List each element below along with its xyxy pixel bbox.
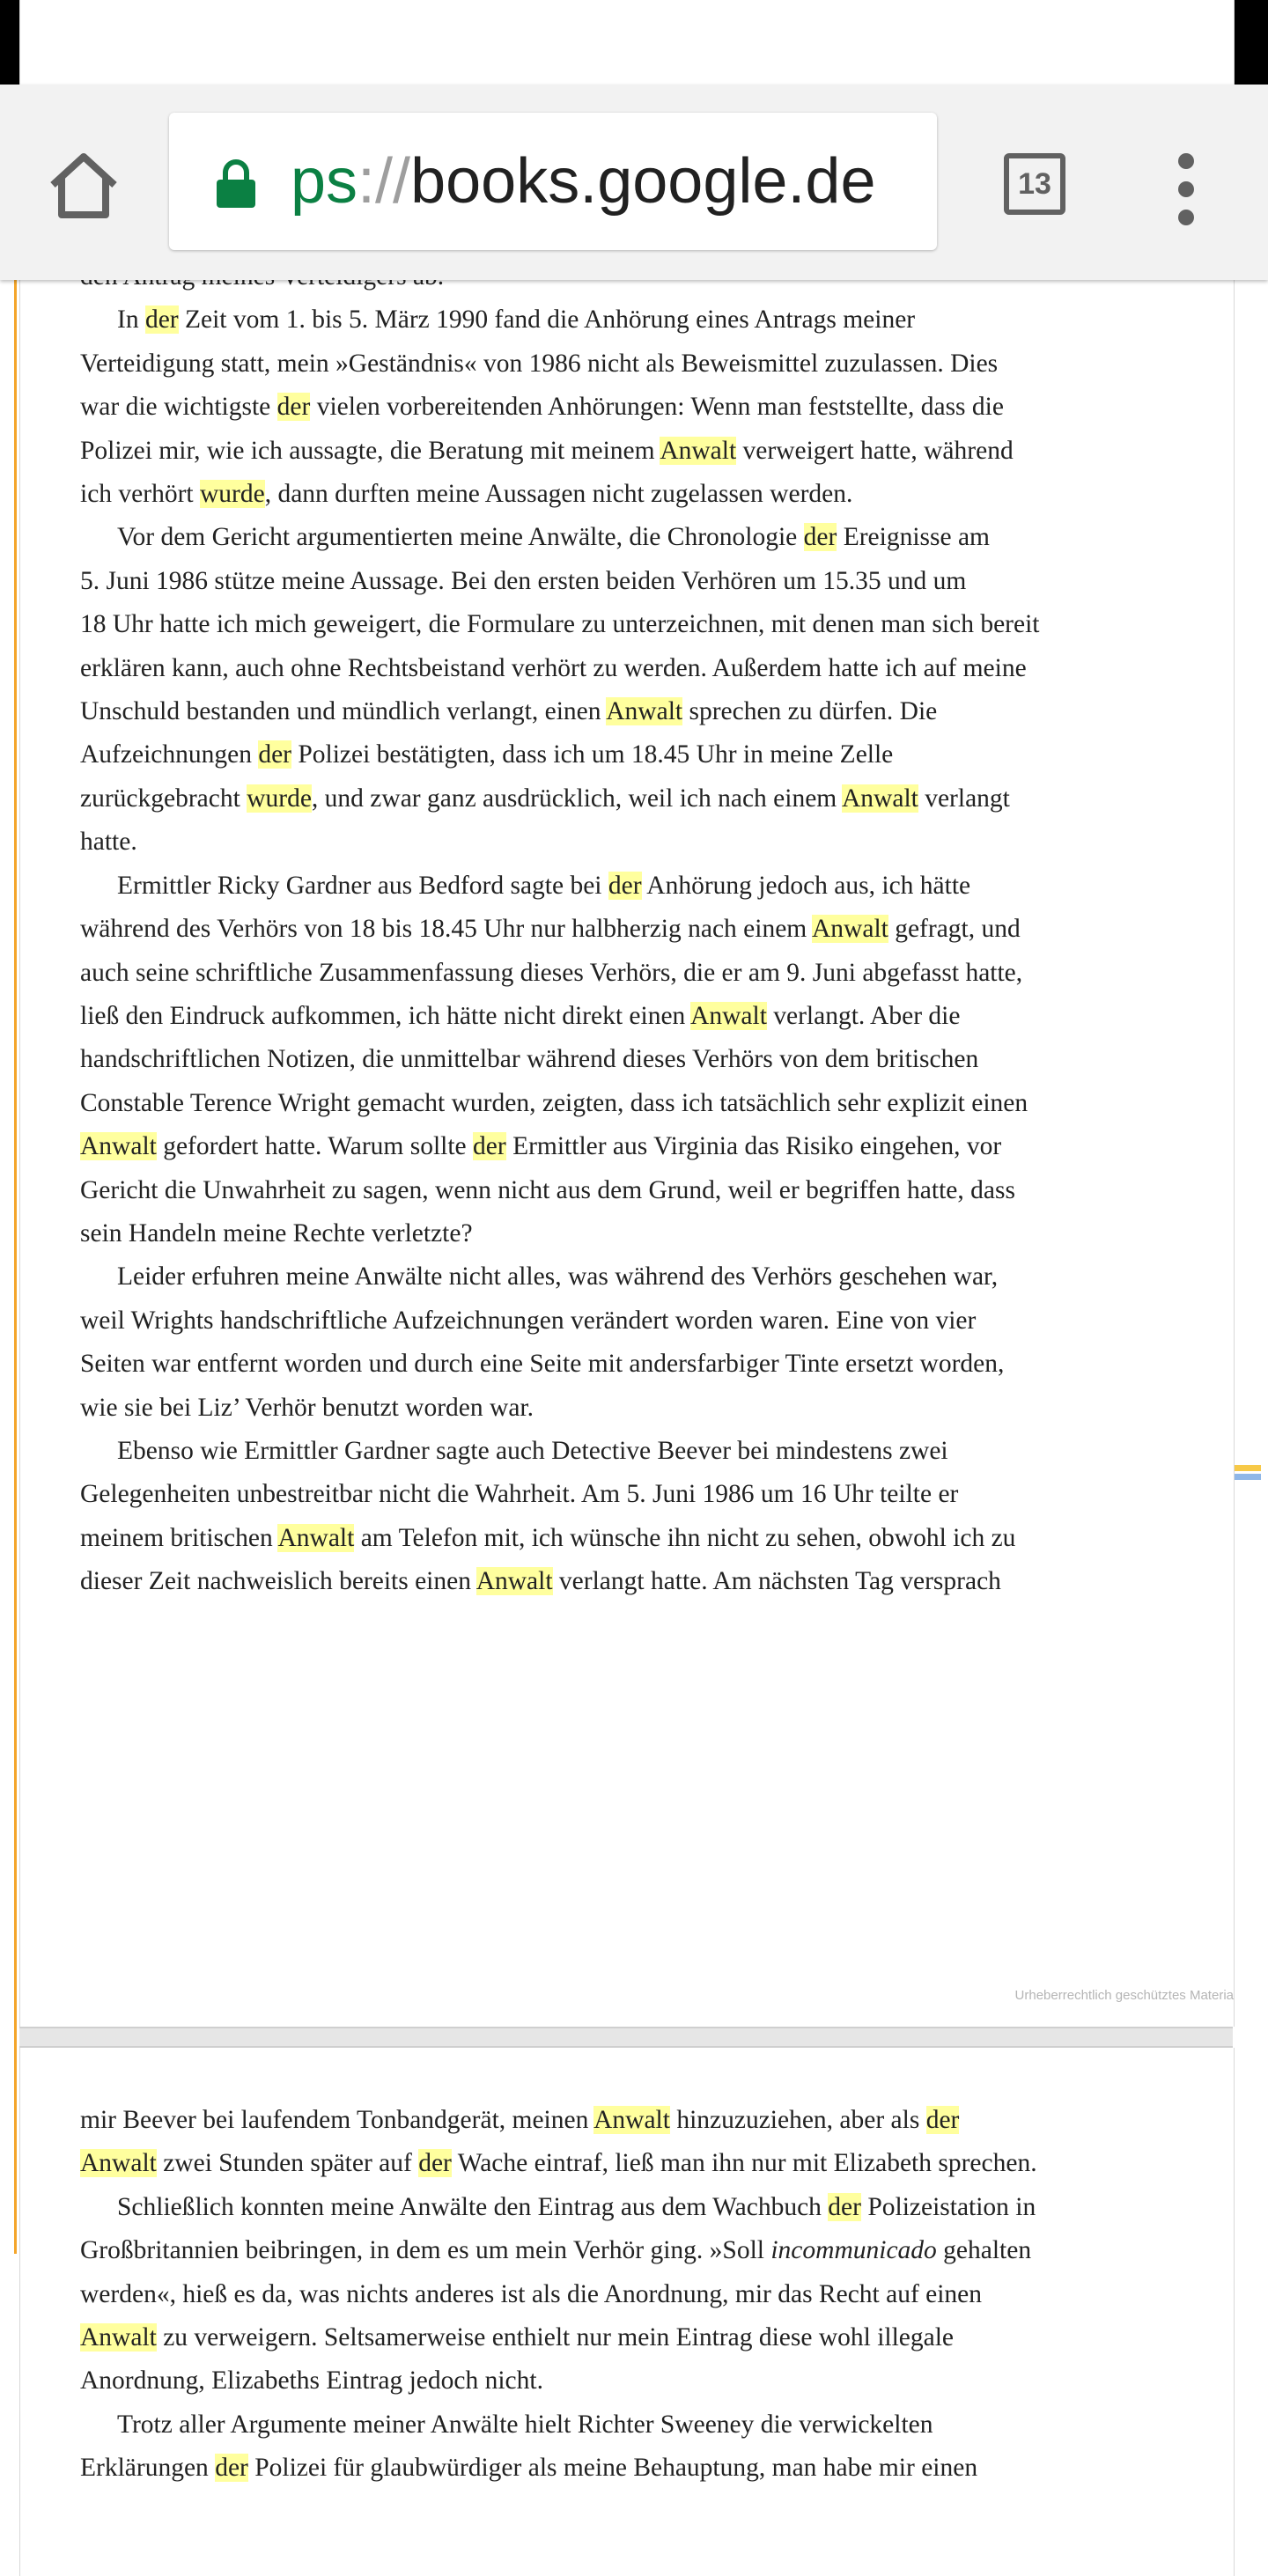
text-line <box>80 2186 1216 2229</box>
text-line <box>80 298 1216 342</box>
text-line <box>80 2142 1216 2185</box>
text-run: mir Beever bei laufendem Tonbandgerät, meinen <box>80 2106 594 2134</box>
text-run: zurückgebracht <box>80 784 247 813</box>
text-run: Unschuld bestanden und mündlich verlangt, einen <box>80 697 607 726</box>
text-line <box>80 430 1216 473</box>
search-highlight: Anwalt <box>660 436 737 465</box>
text-run: , und zwar ganz ausdrücklich, weil ich nach einem <box>311 784 842 813</box>
search-highlight: der <box>276 393 311 422</box>
text-run: Anhörung jedoch aus, ich hätte <box>641 871 971 900</box>
text-line <box>80 516 1216 559</box>
text-run: Großbritannien beibringen, in dem es um mein Verhör ging. »Soll <box>80 2236 771 2265</box>
text-line <box>80 473 1216 516</box>
text-run: Trotz aller Argumente meiner Anwälte hielt Richter Sweeney die verwickelten <box>117 2410 933 2439</box>
url-host: books.google.de <box>410 146 876 217</box>
text-line <box>80 733 1216 776</box>
text-run: gefordert hatte. Warum sollte <box>156 1132 474 1161</box>
lock-icon <box>215 157 257 210</box>
text-line <box>80 777 1216 821</box>
search-highlight: der <box>608 871 642 900</box>
text-run: handschriftlichen Notizen, die unmittelbar während dieses Verhörs von dem britischen <box>80 1045 979 1074</box>
search-highlight: Anwalt <box>476 1567 553 1596</box>
text-run: hinzuzuziehen, aber als <box>669 2106 926 2134</box>
text-run: verlangt hatte. Am nächsten Tag versprach <box>552 1567 1001 1596</box>
home-icon <box>44 146 123 225</box>
search-highlight: der <box>925 2106 960 2134</box>
text-run: weil Wrights handschriftliche Aufzeichnungen verändert worden waren. Eine von vier <box>80 1306 977 1335</box>
text-run: Ermittler Ricky Gardner aus Bedford sagte bei <box>117 871 608 900</box>
url-separator: :// <box>358 146 411 217</box>
search-highlight: Anwalt <box>842 784 918 813</box>
text-line <box>80 2229 1216 2272</box>
text-line <box>80 1212 1216 1255</box>
text-line <box>80 690 1216 733</box>
text-run: gehalten <box>936 2236 1032 2265</box>
text-run: verlangt. Aber die <box>766 1001 961 1030</box>
text-run: sprechen zu dürfen. Die <box>682 697 938 726</box>
search-hit-marker[interactable] <box>1235 1465 1261 1483</box>
text-line <box>80 1255 1216 1299</box>
text-run: Zeit vom 1. bis 5. März 1990 fand die Anhörung eines Antrags meiner <box>178 305 916 335</box>
text-run: war die wichtigste <box>80 393 277 422</box>
text-run: Polizei für glaubwürdiger als meine Behauptung, man habe mir einen <box>247 2454 978 2483</box>
text-run: hatte. <box>80 828 137 857</box>
search-highlight: wurde <box>247 784 312 813</box>
search-highlight: der <box>144 305 179 335</box>
text-run: sein Handeln meine Rechte verletzte? <box>80 1218 473 1248</box>
text-line <box>80 2403 1216 2447</box>
text-run: ließ den Eindruck aufkommen, ich hätte nicht direkt einen <box>80 1001 691 1030</box>
text-run: meinem britischen <box>80 1523 278 1552</box>
book-page <box>19 2048 1235 2576</box>
text-line <box>80 1473 1216 1516</box>
page-separator <box>19 2027 1233 2048</box>
text-run: Verteidigung statt, mein »Geständnis« von 1986 nicht als Beweismittel zuzulassen. Dies <box>80 349 999 378</box>
text-line <box>80 1082 1216 1125</box>
search-highlight: der <box>258 740 291 769</box>
text-line <box>80 1038 1216 1081</box>
text-run: Polizei bestätigten, dass ich um 18.45 Uhr in meine Zelle <box>291 740 894 769</box>
reading-position-rule <box>14 280 17 2254</box>
text-run: Ereignisse am <box>837 523 990 552</box>
search-highlight: der <box>473 1132 506 1161</box>
text-run: zwei Stunden später auf <box>156 2149 419 2178</box>
browser-toolbar <box>0 85 1268 280</box>
text-line <box>80 1517 1216 1560</box>
text-run: , dann durften meine Aussagen nicht zugelassen werden. <box>264 480 853 509</box>
search-highlight: Anwalt <box>80 2323 157 2352</box>
text-run: gefragt, und <box>888 915 1021 944</box>
text-line <box>80 1299 1216 1343</box>
search-highlight: Anwalt <box>593 2106 670 2134</box>
text-run: am Telefon mit, ich wünsche ihn nicht zu sehen, obwohl ich zu <box>354 1523 1016 1552</box>
search-highlight: der <box>803 523 837 552</box>
text-run: zu verweigern. Seltsamerweise enthielt nur mein Eintrag diese wohl illegale <box>156 2323 955 2352</box>
search-highlight: Anwalt <box>277 1523 355 1552</box>
text-run: 18 Uhr hatte ich mich geweigert, die Formulare zu unterzeichnen, mit denen man sich bereit <box>80 610 1040 639</box>
page-text <box>80 255 1216 1604</box>
text-run: Gelegenheiten unbestreitbar nicht die Wahrheit. Am 5. Juni 1986 um 16 Uhr teilte er <box>80 1480 959 1509</box>
text-run: In <box>117 305 145 335</box>
text-line <box>80 2099 1216 2142</box>
text-line <box>80 952 1216 995</box>
text-run: vielen vorbereitenden Anhörungen: Wenn man feststellte, dass die <box>310 393 1004 422</box>
text-run: Erklärungen <box>80 2454 216 2483</box>
text-run: Gericht die Unwahrheit zu sagen, wenn nicht aus dem Grund, weil er begriffen hatte, dass <box>80 1175 1015 1204</box>
text-run: incommunicado <box>770 2236 937 2265</box>
text-run: Aufzeichnungen <box>80 740 259 769</box>
book-reader[interactable] <box>0 280 1268 2483</box>
address-bar[interactable] <box>169 113 937 250</box>
page-text <box>80 2099 1216 2491</box>
text-run: Vor dem Gericht argumentierten meine Anwälte, die Chronologie <box>117 523 804 552</box>
text-line <box>80 995 1216 1038</box>
text-line <box>80 1343 1216 1386</box>
text-line <box>80 1560 1216 1603</box>
search-highlight: der <box>828 2192 861 2221</box>
text-line <box>80 2359 1216 2403</box>
search-highlight: Anwalt <box>606 697 683 726</box>
text-line <box>80 908 1216 951</box>
text-line <box>80 386 1216 429</box>
search-highlight: der <box>418 2149 452 2178</box>
search-highlight: Anwalt <box>80 1132 157 1161</box>
text-line <box>80 2447 1216 2490</box>
text-run: Anordnung, Elizabeths Eintrag jedoch nicht. <box>80 2366 543 2396</box>
text-run: Constable Terence Wright gemacht wurden, zeigten, dass ich tatsächlich sehr explizit einen <box>80 1088 1028 1117</box>
text-line <box>80 560 1216 603</box>
text-line <box>80 1169 1216 1212</box>
text-run: verlangt <box>918 784 1010 813</box>
text-run: werden«, hieß es da, was nichts anderes ist als die Anordnung, mir das Recht auf einen <box>80 2279 983 2308</box>
text-line <box>80 865 1216 908</box>
text-run: Polizeistation in <box>860 2192 1036 2221</box>
url-text <box>291 144 876 218</box>
text-line <box>80 1387 1216 1430</box>
text-line <box>80 2273 1216 2316</box>
text-run: erklären kann, auch ohne Rechtsbeistand verhört zu werden. Außerdem hatte ich auf meine <box>80 653 1027 682</box>
text-line <box>80 2316 1216 2359</box>
text-run: Schließlich konnten meine Anwälte den Eintrag aus dem Wachbuch <box>117 2192 829 2221</box>
text-run: Ermittler aus Virginia das Risiko eingehen, vor <box>505 1132 1002 1161</box>
url-scheme: ps <box>291 146 358 217</box>
text-run: wie sie bei Liz’ Verhör benutzt worden war. <box>80 1393 534 1422</box>
book-page <box>19 0 1235 2027</box>
text-line <box>80 342 1216 386</box>
text-run: verweigert hatte, während <box>736 436 1014 465</box>
text-line <box>80 647 1216 690</box>
search-highlight: wurde <box>199 480 265 509</box>
home-button[interactable] <box>44 146 123 225</box>
search-highlight: Anwalt <box>812 915 888 944</box>
text-run: Leider erfuhren meine Anwälte nicht alles, was während des Verhörs geschehen war, <box>117 1262 999 1292</box>
text-run: Seiten war entfernt worden und durch eine Seite mit andersfarbiger Tinte ersetzt worden, <box>80 1350 1005 1379</box>
text-line <box>80 1125 1216 1168</box>
text-run: während des Verhörs von 18 bis 18.45 Uhr nur halbherzig nach einem <box>80 915 812 944</box>
tab-switcher-button[interactable]: 13 <box>1004 153 1065 215</box>
overflow-menu-button[interactable] <box>1164 150 1208 229</box>
text-run: 5. Juni 1986 stütze meine Aussage. Bei den ersten beiden Verhören um 15.35 und um <box>80 566 967 595</box>
text-run: ich verhört <box>80 480 200 509</box>
text-run: Ebenso wie Ermittler Gardner sagte auch Detective Beever bei mindestens zwei <box>117 1436 948 1465</box>
text-run: auch seine schriftliche Zusammenfassung dieses Verhörs, die er am 9. Juni abgefasst hatte, <box>80 958 1023 987</box>
text-run: Polizei mir, wie ich aussagte, die Beratung mit meinem <box>80 436 660 465</box>
text-line <box>80 1430 1216 1473</box>
text-run: Wache eintraf, ließ man ihn nur mit Elizabeth sprechen. <box>451 2149 1037 2178</box>
search-highlight: Anwalt <box>80 2149 157 2178</box>
search-highlight: Anwalt <box>690 1001 767 1030</box>
copyright-notice: Urheberrechtlich geschütztes Materia <box>1014 1988 1234 2003</box>
text-line <box>80 821 1216 864</box>
text-run: dieser Zeit nachweislich bereits einen <box>80 1567 476 1596</box>
search-highlight: der <box>215 2454 248 2483</box>
text-line <box>80 603 1216 646</box>
